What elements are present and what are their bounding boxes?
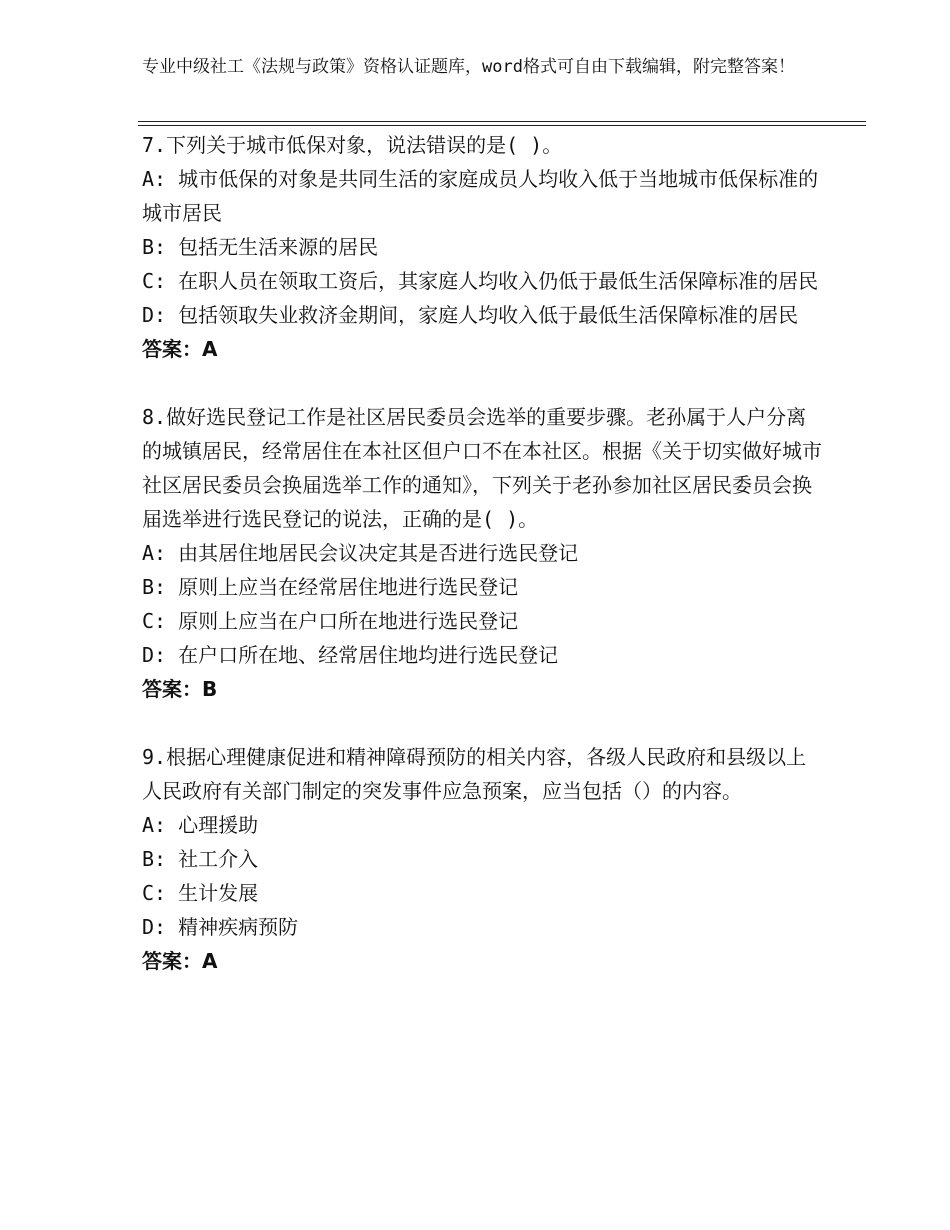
- option-a: A: 由其居住地居民会议决定其是否进行选民登记: [142, 541, 579, 565]
- answer-label: 答案：B: [142, 677, 218, 701]
- option-b: B: 社工介入: [142, 847, 259, 871]
- option-c: C: 原则上应当在户口所在地进行选民登记: [142, 609, 519, 633]
- answer-label: 答案：A: [142, 337, 218, 361]
- option-a: A: 城市低保的对象是共同生活的家庭成员人均收入低于当地城市低保标准的城市居民: [142, 167, 819, 225]
- option-c: C: 在职人员在领取工资后，其家庭人均收入仍低于最低生活保障标准的居民: [142, 269, 819, 293]
- option-d: D: 在户口所在地、经常居住地均进行选民登记: [142, 643, 559, 667]
- question-8: [142, 400, 822, 706]
- option-d: D: 包括领取失业救济金期间，家庭人均收入低于最低生活保障标准的居民: [142, 303, 799, 327]
- question-7: [142, 128, 822, 366]
- question-spacer: [142, 706, 822, 740]
- header-divider-top: [138, 121, 866, 122]
- option-a: A: 心理援助: [142, 813, 259, 837]
- option-d: D: 精神疾病预防: [142, 915, 299, 939]
- option-b: B: 原则上应当在经常居住地进行选民登记: [142, 575, 519, 599]
- option-c: C: 生计发展: [142, 881, 259, 905]
- header-divider-bottom: [138, 125, 866, 126]
- question-list: [142, 128, 822, 978]
- question-stem: 7.下列关于城市低保对象，说法错误的是( )。: [142, 133, 563, 157]
- option-b: B: 包括无生活来源的居民: [142, 235, 379, 259]
- question-stem: 9.根据心理健康促进和精神障碍预防的相关内容，各级人民政府和县级以上人民政府有关部门制定的突发事件应急预案，应当包括（）的内容。: [142, 745, 807, 803]
- question-stem: 8.做好选民登记工作是社区居民委员会选举的重要步骤。老孙属于人户分离的城镇居民，经常居住在本社区但户口不在本社区。根据《关于切实做好城市社区居民委员会换届选举工作的通知》，下列关于老孙参加社区居民委员会换届选举进行选民登记的说法，正确的是( )。: [142, 405, 822, 531]
- question-spacer: [142, 366, 822, 400]
- document-header: 专业中级社工《法规与政策》资格认证题库，word格式可自由下载编辑，附完整答案！: [142, 57, 795, 77]
- answer-label: 答案：A: [142, 949, 218, 973]
- question-9: [142, 740, 822, 978]
